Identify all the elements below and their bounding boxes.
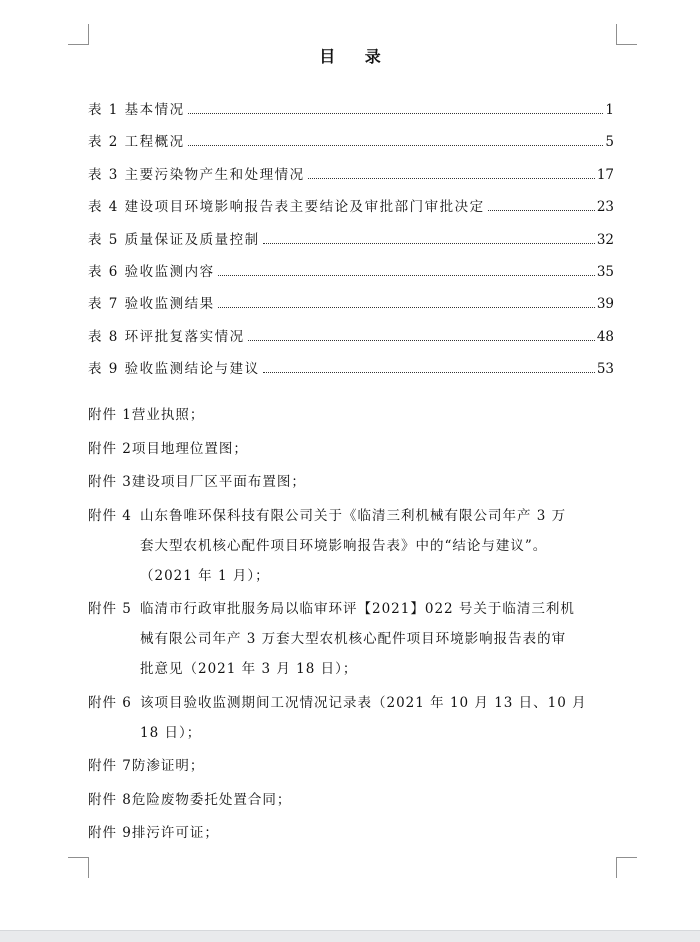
attachment-label: 附件 2 (88, 440, 132, 457)
attachment-text-line: 排污许可证； (131, 825, 219, 841)
attachment-label: 附件 5 (88, 601, 132, 617)
attachment-text (140, 501, 616, 591)
attachment-text-line: 18 日）； (140, 724, 202, 741)
toc-page-number: 35 (596, 263, 614, 280)
attachment-text-line: 危险废物委托处置合同； (131, 791, 292, 808)
attachment-text (132, 818, 616, 848)
attachment-list (88, 400, 616, 852)
toc-page-number: 17 (596, 166, 614, 183)
attachment-text-line: 山东鲁唯环保科技有限公司关于《临清三利机械有限公司年产 3 万 (140, 507, 567, 524)
attachment-item (88, 751, 616, 781)
toc-entry[interactable] (88, 195, 614, 227)
attachment-text (132, 434, 616, 464)
attachment-text (132, 751, 616, 781)
toc-entry-label: 表 5 质量保证及质量控制 (88, 231, 260, 248)
toc-entry[interactable] (88, 228, 614, 260)
toc-entry[interactable] (88, 98, 614, 130)
attachment-text (132, 467, 616, 497)
toc-page-number: 39 (596, 296, 614, 313)
toc-dot-leader (488, 210, 595, 211)
attachment-text-line: 项目地理位置图； (131, 440, 248, 457)
page-gap (0, 930, 700, 942)
attachment-text-line: 套大型农机核心配件项目环境影响报告表》中的“结论与建议”。 (140, 537, 548, 554)
attachment-text (140, 688, 616, 748)
crop-mark-top-right (616, 24, 637, 45)
toc-page-number: 5 (605, 134, 614, 151)
crop-mark-top-left (68, 24, 89, 45)
toc-entry-label: 表 9 验收监测结论与建议 (88, 361, 260, 378)
attachment-item (88, 501, 616, 591)
attachment-text-line: 批意见（2021 年 3 月 18 日）； (140, 661, 358, 677)
toc-page-number: 53 (596, 361, 614, 378)
attachment-label: 附件 7 (88, 758, 132, 774)
toc-entry-label: 表 7 验收监测结果 (88, 296, 215, 313)
attachment-label: 附件 1 (88, 407, 132, 423)
toc-entry[interactable] (88, 163, 614, 195)
toc-entry-label: 表 6 验收监测内容 (88, 263, 215, 280)
toc-dot-leader (218, 307, 595, 308)
attachment-label: 附件 8 (88, 791, 132, 808)
attachment-label: 附件 9 (88, 825, 132, 841)
toc-entry-label: 表 2 工程概况 (88, 134, 185, 151)
attachment-text-line: 营业执照； (131, 407, 205, 423)
toc-entry[interactable] (88, 292, 614, 324)
toc-dot-leader (263, 243, 595, 244)
attachment-text (132, 785, 616, 815)
toc-entry[interactable] (88, 357, 614, 389)
toc-dot-leader (308, 178, 595, 179)
toc-entry-label: 表 4 建设项目环境影响报告表主要结论及审批部门审批决定 (88, 199, 485, 216)
toc-page-number: 32 (596, 231, 614, 248)
attachment-text-line: 该项目验收监测期间工况情况记录表（2021 年 10 月 13 日、10 月 (140, 694, 587, 711)
toc-dot-leader (188, 145, 604, 146)
toc-dot-leader (218, 275, 595, 276)
attachment-text-line: 建设项目厂区平面布置图； (131, 474, 306, 490)
toc-page-number: 48 (596, 328, 614, 345)
attachment-item (88, 688, 616, 748)
attachment-item (88, 467, 616, 497)
toc-entry[interactable] (88, 260, 614, 292)
table-of-contents (88, 98, 614, 390)
attachment-text-line: 防渗证明； (131, 758, 205, 774)
toc-dot-leader (188, 113, 604, 114)
attachment-text-line: （2021 年 1 月）； (140, 567, 270, 584)
attachment-label: 附件 3 (88, 474, 132, 490)
toc-entry-label: 表 8 环评批复落实情况 (88, 328, 245, 345)
toc-dot-leader (263, 372, 595, 373)
page-title: 目 录 (319, 47, 393, 66)
attachment-label: 附件 6 (88, 694, 132, 711)
attachment-text (132, 400, 616, 430)
toc-page-number: 23 (596, 199, 614, 216)
toc-page-number: 1 (605, 102, 614, 118)
attachment-text-line: 械有限公司年产 3 万套大型农机核心配件项目环境影响报告表的审 (140, 631, 567, 647)
toc-entry[interactable] (88, 130, 614, 162)
crop-mark-bottom-left (68, 857, 89, 878)
attachment-item (88, 434, 616, 464)
toc-entry-label: 表 1 基本情况 (88, 102, 185, 118)
attachment-item (88, 594, 616, 684)
toc-entry-label: 表 3 主要污染物产生和处理情况 (88, 166, 305, 183)
crop-mark-bottom-right (616, 857, 637, 878)
attachment-item (88, 785, 616, 815)
toc-dot-leader (248, 340, 595, 341)
attachment-text-line: 临清市行政审批服务局以临审环评【2021】022 号关于临清三利机 (140, 601, 575, 617)
attachment-text (140, 594, 616, 684)
toc-entry[interactable] (88, 325, 614, 357)
attachment-label: 附件 4 (88, 507, 132, 524)
attachment-item (88, 818, 616, 848)
attachment-item (88, 400, 616, 430)
